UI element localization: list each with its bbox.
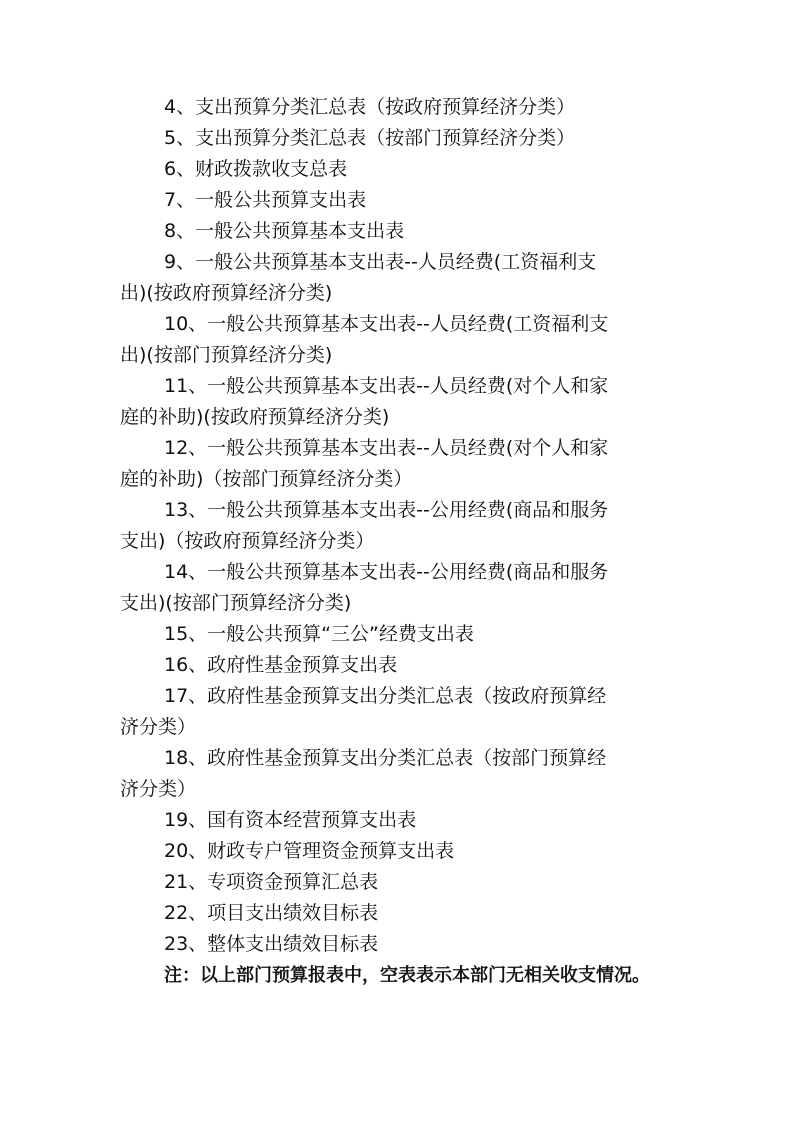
report-list-item-continuation: 出)(按政府预算经济分类) [120,282,333,304]
report-list-item [120,92,680,123]
report-list-item [120,309,680,371]
report-list-item-text: 16、政府性基金预算支出表 [164,654,398,676]
report-list-item [120,495,680,557]
report-list-item-text: 7、一般公共预算支出表 [164,189,367,211]
report-list-item [120,898,680,929]
report-list-item [120,650,680,681]
report-list-item-text: 12、一般公共预算基本支出表--人员经费(对个人和家 [164,437,609,459]
report-list-item-continuation: 济分类） [120,778,197,800]
report-list-item [120,123,680,154]
report-list-item-text: 15、一般公共预算“三公”经费支出表 [164,623,474,645]
report-list-item-continuation: 济分类） [120,716,197,738]
report-list-item-text: 9、一般公共预算基本支出表--人员经费(工资福利支 [164,251,597,273]
report-list-item-text: 6、财政拨款收支总表 [164,158,348,180]
document-page [120,92,680,991]
report-list-item-text: 4、支出预算分类汇总表（按政府预算经济分类） [164,96,576,118]
report-list-item-text: 11、一般公共预算基本支出表--人员经费(对个人和家 [164,375,609,397]
report-list-item-continuation: 庭的补助)（按部门预算经济分类） [120,468,413,490]
report-list-item-text: 10、一般公共预算基本支出表--人员经费(工资福利支 [164,313,609,335]
footnote: 注：以上部门预算报表中，空表表示本部门无相关收支情况。 [164,965,650,986]
report-list-item-text: 8、一般公共预算基本支出表 [164,220,405,242]
report-list-item [120,867,680,898]
report-list-item-text: 14、一般公共预算基本支出表--公用经费(商品和服务 [164,561,609,583]
report-list-item [120,247,680,309]
report-list-item-text: 20、财政专户管理资金预算支出表 [164,840,455,862]
report-list-item-text: 22、项目支出绩效目标表 [164,902,379,924]
report-list-item-text: 19、国有资本经营预算支出表 [164,809,417,831]
report-list-item-continuation: 庭的补助)(按政府预算经济分类) [120,406,390,428]
report-list-item [120,929,680,960]
report-list-item [120,743,680,805]
report-list-item-continuation: 出)(按部门预算经济分类) [120,344,333,366]
report-list-item [120,836,680,867]
report-list-item [120,619,680,650]
report-list-item [120,154,680,185]
report-list-item-text: 18、政府性基金预算支出分类汇总表（按部门预算经 [164,747,607,769]
report-list-item-text: 5、支出预算分类汇总表（按部门预算经济分类） [164,127,576,149]
report-list-item-text: 21、专项资金预算汇总表 [164,871,379,893]
report-list-item [120,681,680,743]
report-list-item [120,433,680,495]
report-list-item-continuation: 支出)（按政府预算经济分类） [120,530,375,552]
report-list-item [120,185,680,216]
report-list-item [120,557,680,619]
report-list-item [120,805,680,836]
report-list-item [120,216,680,247]
report-list-item-text: 17、政府性基金预算支出分类汇总表（按政府预算经 [164,685,607,707]
report-list-item-text: 23、整体支出绩效目标表 [164,933,379,955]
report-list-item-text: 13、一般公共预算基本支出表--公用经费(商品和服务 [164,499,609,521]
report-list [120,92,680,960]
report-list-item [120,371,680,433]
report-list-item-continuation: 支出)(按部门预算经济分类) [120,592,352,614]
